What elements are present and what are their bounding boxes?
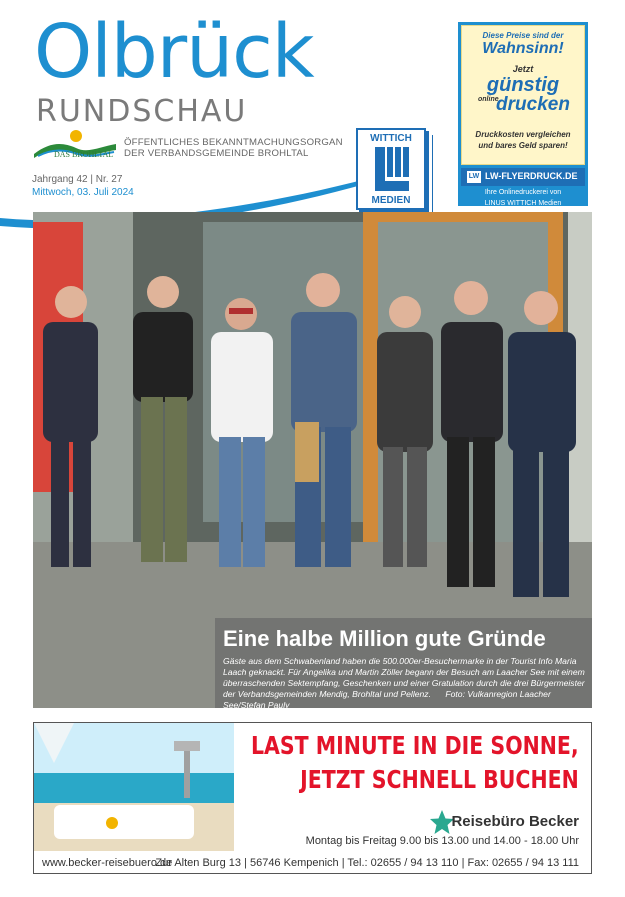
ad-company: Reisebüro Becker	[451, 813, 579, 830]
lw-badge-icon: LW	[467, 171, 481, 183]
photo-credit: Foto: Vulkanregion Laacher See/Stefan Pauly	[223, 689, 551, 710]
publisher-top: WITTICH	[370, 133, 412, 144]
cover-caption	[223, 656, 587, 711]
flyer-sub-2: LINUS WITTICH Medien	[484, 200, 562, 207]
flyer-ad-panel	[461, 25, 585, 165]
ad-website-link[interactable]: www.becker-reisebuero.de	[42, 857, 173, 869]
flyer-line-8: und bares Geld sparen!	[478, 141, 568, 150]
flyer-url-bar[interactable]	[461, 168, 585, 186]
flyer-line-3: Jetzt	[512, 64, 534, 74]
organ-line-1: ÖFFENTLICHES BEKANNTMACHUNGSORGAN	[124, 137, 343, 148]
ad-address: Zur Alten Burg 13 | 56746 Kempenich | Tel.: 02655 / 94 13 110 | Fax: 02655 / 94 13 111	[155, 857, 579, 869]
lw-mark-icon	[375, 147, 409, 191]
issue-number: Jahrgang 42 | Nr. 27	[32, 174, 123, 185]
cover-caption-text: Gäste aus dem Schwabenland haben die 500.000er-Besuchermarke in der Tourist Info Maria Laach geknackt. Für Angelika und Martin Zöller begann der Besuch am Laacher See mit einem überraschenden Sektempfang, Geschenken und einer Gratulation durch die drei Bürgermeister der Verbandsgemeinden Mendig, Brohltal und Pellenz.	[223, 656, 585, 699]
publisher-bottom: MEDIEN	[371, 195, 411, 206]
logo-label: DAS BROHLTAL	[54, 150, 114, 159]
ad-headline-2: JETZT SCHNELL BUCHEN	[300, 765, 579, 794]
flyer-sub-1: Ihre Onlinedruckerei von	[484, 189, 562, 196]
flyer-line-4: günstig	[486, 74, 560, 96]
publication-organ	[124, 137, 343, 159]
wittich-medien-logo	[356, 128, 426, 210]
flyer-ad[interactable]	[458, 22, 588, 206]
cover-caption-box	[215, 618, 592, 708]
page-title: Olbrück	[34, 9, 314, 95]
organ-line-2: DER VERBANDSGEMEINDE BROHLTAL	[124, 148, 309, 159]
flyer-line-1: Diese Preise sind der	[482, 31, 564, 40]
flyer-line-5: online	[478, 96, 499, 103]
flyer-url[interactable]: LW-FLYERDRUCK.DE	[485, 171, 578, 181]
ad-headline-1: LAST MINUTE IN DIE SONNE,	[251, 731, 579, 760]
travel-ad[interactable]	[33, 722, 592, 874]
cover-headline: Eine halbe Million gute Gründe	[223, 626, 546, 651]
flyer-line-6: drucken	[496, 94, 570, 115]
beach-illustration	[34, 723, 234, 851]
flyer-line-2: Wahnsinn!	[482, 40, 564, 57]
ad-hours: Montag bis Freitag 9.00 bis 13.00 und 14.00 - 18.00 Uhr	[305, 835, 579, 847]
page-subtitle: RUNDSCHAU	[36, 94, 248, 129]
flyer-line-7: Druckkosten vergleichen	[475, 130, 571, 139]
issue-date: Mittwoch, 03. Juli 2024	[32, 187, 134, 198]
